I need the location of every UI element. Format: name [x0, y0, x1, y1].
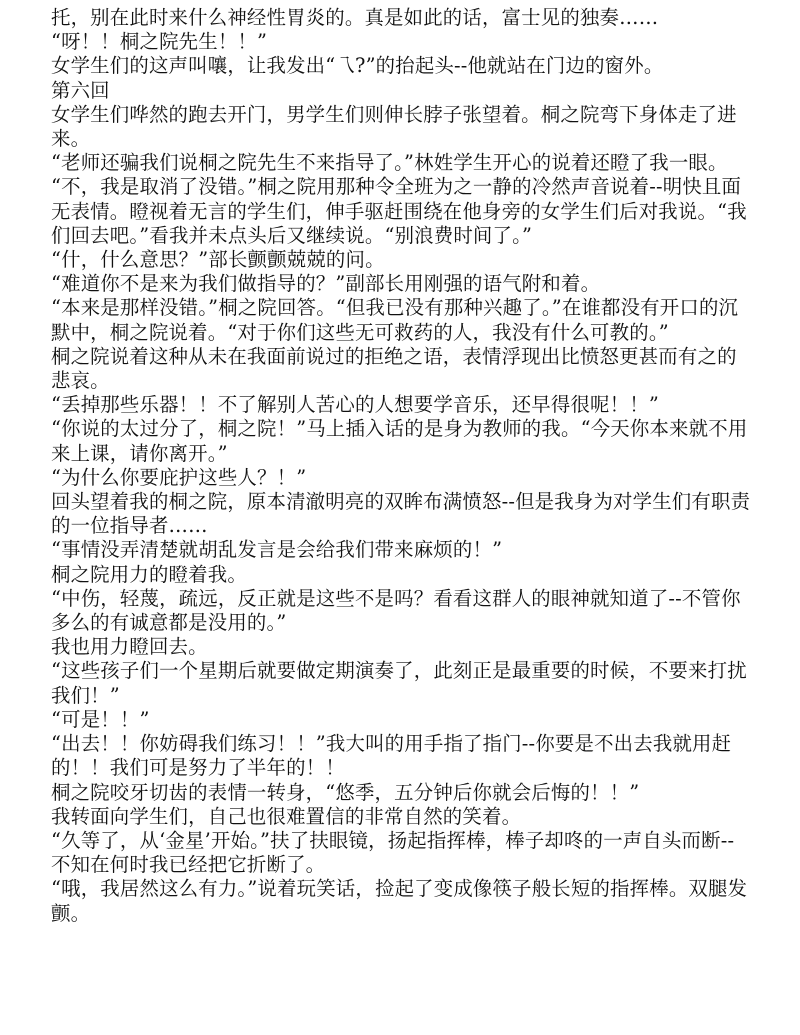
paragraph: 我转面向学生们，自己也很难置信的非常自然的笑着。: [51, 804, 522, 828]
paragraph: “难道你不是来为我们做指导的？”副部长用刚强的语气附和着。: [51, 272, 601, 296]
paragraph: 托，别在此时来什么神经性胃炎的。真是如此的话，富士见的独奏……: [51, 6, 659, 29]
paragraph: “呀！！桐之院先生！！”: [51, 30, 268, 54]
paragraph: 桐之院咬牙切齿的表情一转身，“悠季，五分钟后你就会后悔的！！”: [51, 780, 640, 804]
paragraph: “不，我是取消了没错。”桐之院用那种令全班为之一静的冷然声音说着--明快且面无表情。瞪视着无言的学生们，伸手驱赶围绕在他身旁的女学生们后对我说。“我们回去吧。”看我并未点头后又继续说。“别浪费时间了。”: [51, 175, 747, 247]
paragraph: 女学生们哗然的跑去开门，男学生们则伸长脖子张望着。桐之院弯下身体走了进来。: [51, 102, 737, 151]
paragraph: “出去！！你妨碍我们练习！！”我大叫的用手指了指门--你要是不出去我就用赶的！！我们可是努力了半年的！！: [51, 732, 732, 780]
paragraph: “事情没弄清楚就胡乱发言是会给我们带来麻烦的！”: [51, 538, 503, 562]
paragraph: “你说的太过分了，桐之院！”马上插入话的是身为教师的我。“今天你本来就不用来上课，请你离开。”: [51, 417, 748, 465]
paragraph: “中伤，轻蔑，疏远，反正就是这些不是吗？看看这群人的眼神就知道了--不管你多么的有诚意都是没用的。”: [51, 586, 741, 635]
paragraph: 桐之院用力的瞪着我。: [51, 562, 247, 586]
paragraph: “丢掉那些乐器！！不了解别人苦心的人想要学音乐，还早得很呢！！”: [51, 393, 659, 417]
paragraph: “为什么你要庇护这些人？！”: [51, 465, 307, 489]
paragraph: 回头望着我的桐之院，原本清澈明亮的双眸布满愤怒--但是我身为对学生们有职责的一位指导者……: [51, 490, 751, 538]
paragraph: “本来是那样没错。”桐之院回答。“但我已没有那种兴趣了。”在谁都没有开口的沉默中，桐之院说着。“对于你们这些无可救药的人，我没有什么可教的。”: [51, 296, 739, 344]
paragraph: “久等了，从‘金星’开始。”扶了扶眼镜，扬起指挥棒，棒子却咚的一声自头而断--不知在何时我已经把它折断了。: [51, 828, 735, 877]
paragraph: 女学生们的这声叫嚷，让我发出“乁?”的抬起头--他就站在门边的窗外。: [51, 54, 664, 78]
paragraph: “什，什么意思？”部长颤颤兢兢的问。: [51, 248, 385, 272]
paragraph: 桐之院说着这种从未在我面前说过的拒绝之语，表情浮现出比愤怒更甚而有之的悲哀。: [51, 344, 737, 393]
document-page: [51, 6, 751, 926]
paragraph: “老师还骗我们说桐之院先生不来指导了。”林姓学生开心的说着还瞪了我一眼。: [51, 151, 728, 175]
paragraph: 我也用力瞪回去。: [51, 635, 208, 659]
chapter-heading: 第六回: [51, 78, 110, 102]
paragraph: “可是！！”: [51, 707, 150, 731]
paragraph: “哦，我居然这么有力。”说着玩笑话，捡起了变成像筷子般长短的指挥棒。双腿发颤。: [51, 877, 748, 925]
paragraph: “这些孩子们一个星期后就要做定期演奏了，此刻正是最重要的时候，不要来打扰我们！”: [51, 659, 747, 707]
